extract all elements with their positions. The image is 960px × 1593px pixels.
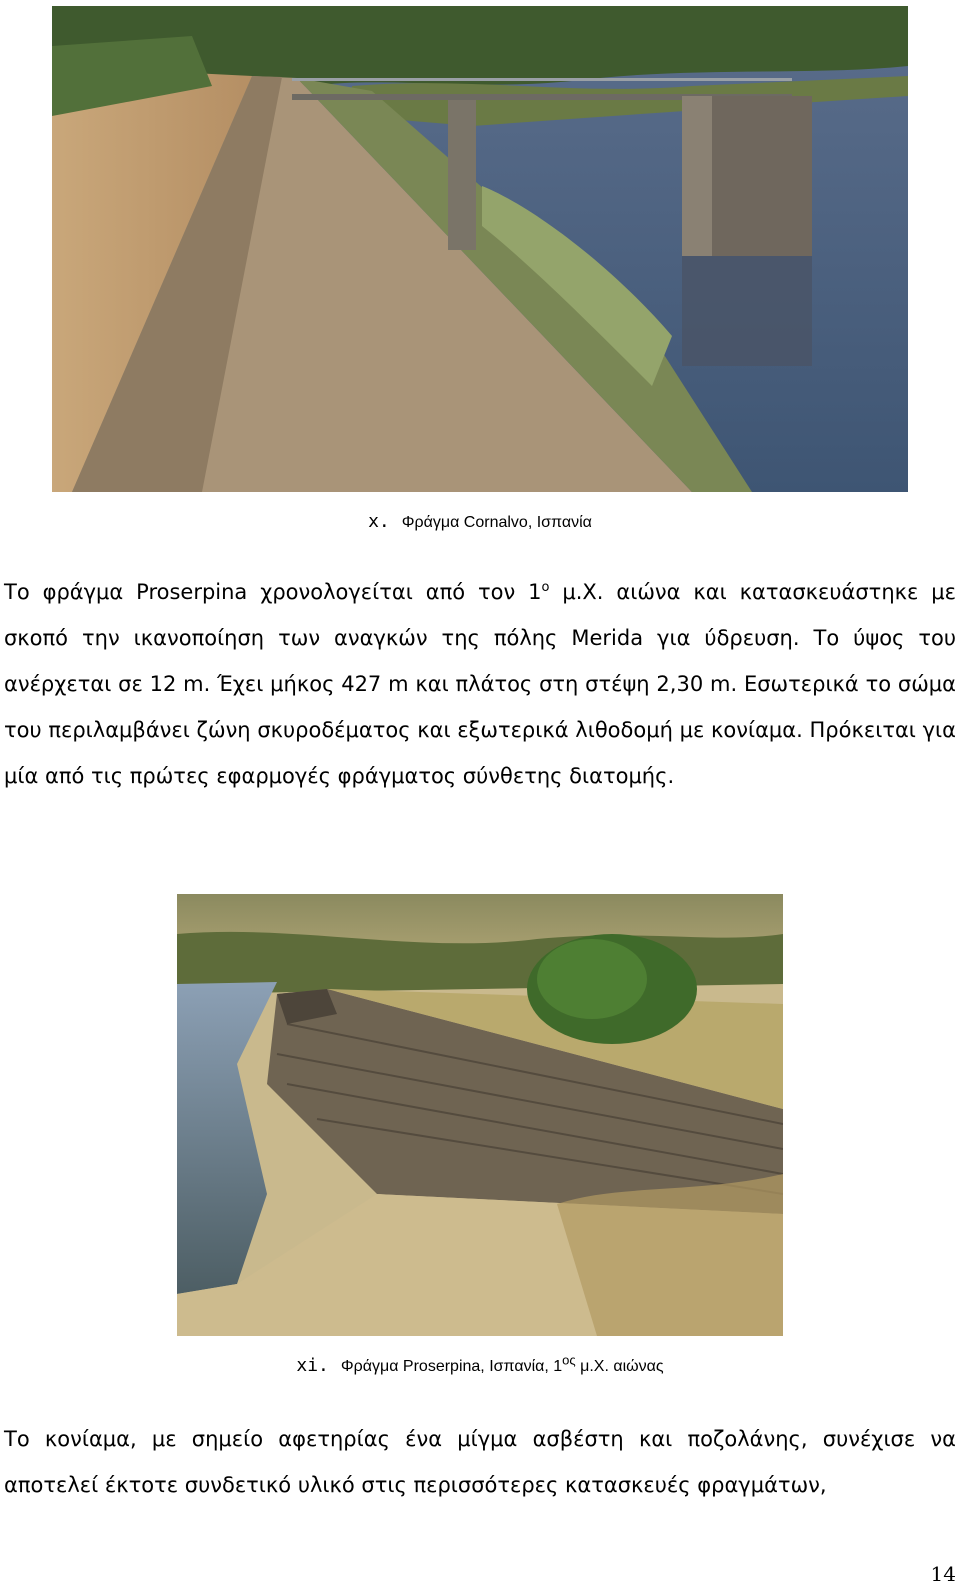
proserpina-dam-image <box>177 894 783 1336</box>
superscript: ος <box>562 1352 576 1368</box>
figure-photo-proserpina <box>177 894 783 1336</box>
figure-caption <box>0 1352 960 1376</box>
page-number: 14 <box>930 1562 956 1586</box>
figure-number: x. <box>368 511 390 532</box>
paragraph-text: μ.Χ. αιώνα και κατασκευάστηκε με σκοπό την ικανοποίηση των αναγκών της πόλης Merida για ύδρευση. Το ύψος του ανέρχεται σε 12 m. Έχει μήκος 427 m και πλάτος στη στέψη 2,30 m. Εσωτερικά το σώμα του περιλαμβάνει ζώνη σκυροδέματος και εξωτερικά λιθοδομή με κονίαμα. Πρόκειται για μία από τις πρώτες εφαρμογές φράγματος σύνθετης διατομής. <box>4 580 956 788</box>
superscript: ο <box>541 580 550 595</box>
body-paragraph: Το κονίαμα, με σημείο αφετηρίας ένα μίγμα ασβέστη και ποζολάνης, συνέχισε να αποτελεί έκτοτε συνδετικό υλικό στις περισσότερες κατασκευές φραγμάτων, <box>4 1427 956 1497</box>
figure-caption-text: μ.Χ. αιώνας <box>575 1358 664 1375</box>
figure-photo-cornalvo <box>52 6 908 492</box>
body-paragraph <box>4 569 956 799</box>
paragraph-text: Το φράγμα Proserpina χρονολογείται από τον 1 <box>4 580 542 604</box>
figure-caption-text: Φράγμα Proserpina, Ισπανία, 1 <box>340 1358 563 1375</box>
figure-caption <box>0 511 960 532</box>
figure-number: xi. <box>296 1355 329 1376</box>
cornalvo-dam-image <box>52 6 908 492</box>
figure-caption-text: Φράγμα Cornalvo, Ισπανία <box>401 514 592 531</box>
